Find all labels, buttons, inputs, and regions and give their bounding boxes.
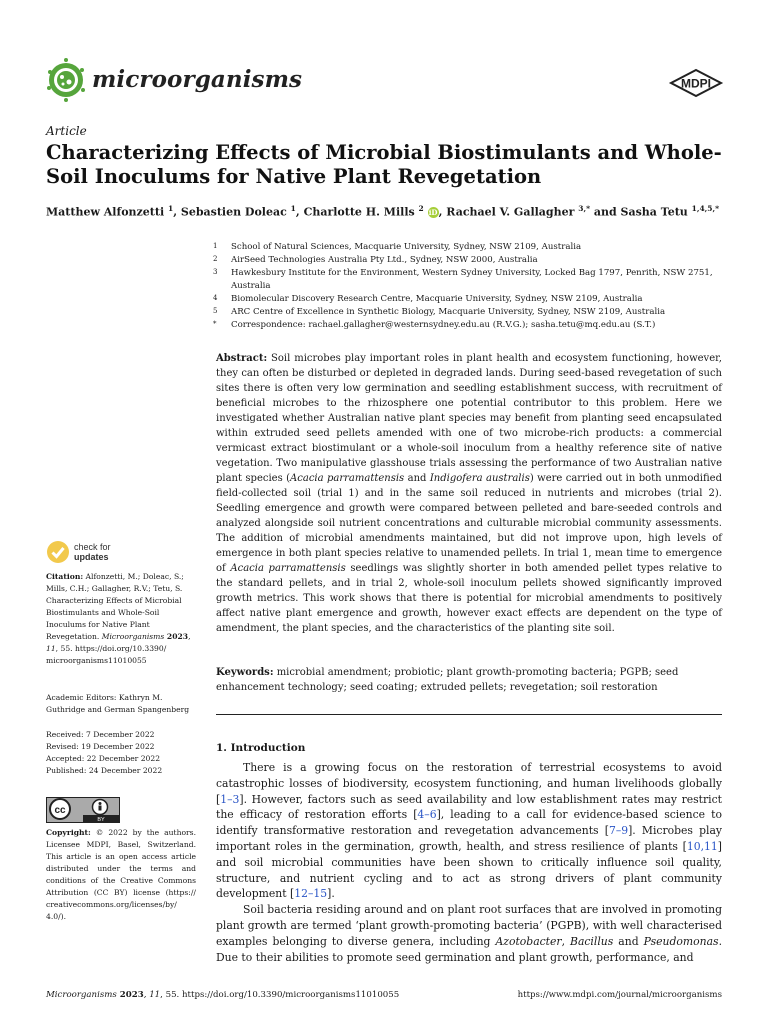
correspondence: * Correspondence: rachael.gallagher@westernsydney.edu.au (R.V.G.); sasha.tetu@mq.edu.au (S.T.)	[213, 320, 656, 330]
section-heading: 1. Introduction	[216, 742, 306, 754]
abstract: Abstract: Soil microbes play important roles in plant health and ecosystem functioning, however, they can often be disturbed or depleted in degraded lands. During seed-based revegetation of such sites there is often very low germination and seedling establishment success, with recruitment of beneficial microbes to the rhizosphere one potential contributor to this problem. Here we investigated whether Australian native plant species may benefit from planting seed encapsulated within extruded seed pellets amended with one of two microbe-rich products: a commercial vermicast extract biostimulant or a whole-soil inoculum from a healthy reference site of native vegetation. Two manipulative glasshouse trials assessing the performance of two Australian native plant species (Acacia parramattensis and Indigofera australis) were carried out in both unmodified field-collected soil (trial 1) and in the same soil reduced in nutrients and microbes (trial 2). Seedling emergence and growth were compared between pelleted and bare-seeded controls and analyzed alongside soil nutrient concentrations and culturable microbial community assessments. The addition of microbial amendments maintained, but did not improve upon, high levels of emergence in both plant species relative to unamended pellets. In trial 1, mean time to emergence of Acacia parramattensis seedlings was slightly shorter in both amended pellet types relative to the standard pellets, and in trial 2, whole-soil inoculum pellets showed significantly improved growth metrics. This work shows that there is potential for microbial amendments to positively affect native plant emergence and growth, however exact effects are dependent on the type of amendment, the plant species, and the characteristics of the planting site soil.	[216, 353, 722, 634]
citation-link[interactable]: 12–15	[294, 887, 328, 901]
check-for-updates-icon	[46, 540, 70, 564]
affiliation-item: 4 Biomolecular Discovery Research Centre, Macquarie University, Sydney, NSW 2109, Australia	[213, 294, 643, 304]
introduction-text: There is a growing focus on the restoration of terrestrial ecosystems to avoid catastrophic losses of biodiversity, ecosystem functioning, and human livelihoods globally [1–3]. However, factors such as seed availability and low establishment rates may restrict the efficacy of restoration efforts [4–6], leading to a call for evidence-based science to identify transformative restoration and revegetation advancements [7–9]. Microbes play important roles in the germination, growth, health, and stress resilience of plants [10,11] and soil microbial communities have been shown to critically influence soil quality, structure, and nutrient cycling and to act as strong drivers of plant community development [12–15]. Soil bacteria residing around and on plant root surfaces that are involved in promoting plant growth are termed ‘plant growth-promoting bacteria’ (PGPB), with well characterised examples belonging to diverse genera, including Azotobacter, Bacillus and Pseudomonas. Due to their abilities to promote seed germination and plant growth, performance, and	[216, 761, 723, 964]
svg-text:cc: cc	[54, 805, 66, 816]
copyright: Copyright: © 2022 by the authors. Licensee MDPI, Basel, Switzerland. This article is an open access article distributed under the terms and conditions of the Creative Commons Attribution (CC BY) license (https:// creativecommons.org/licenses/by/ 4.0/).	[46, 828, 196, 921]
check-for-updates-button[interactable]: check for updates	[46, 540, 111, 564]
svg-text:MDPI: MDPI	[681, 76, 711, 91]
citation-link[interactable]: 4–6	[417, 808, 437, 822]
dates: Received: 7 December 2022 Revised: 19 December 2022 Accepted: 22 December 2022 Published: 24 December 2022	[46, 730, 163, 775]
citation-link[interactable]: 7–9	[608, 824, 629, 838]
author-list: Matthew Alfonzetti $^1$, Sebastien Doleac $^1$, Charlotte H. Mills $^2$ iD, Rachael V. Gallagher $^{3,*}$ and Sasha Tetu $^{1,4,5,*}$	[46, 204, 720, 219]
affiliation-item: 5 ARC Centre of Excellence in Synthetic Biology, Macquarie University, Sydney, NSW 2109, Australia	[213, 307, 666, 317]
footer-citation: Microorganisms 2023, 11, 55. https://doi.org/10.3390/microorganisms11010055	[46, 990, 400, 1000]
citation: Citation: Alfonzetti, M.; Doleac, S.; Mills, C.H.; Gallagher, R.V.; Tetu, S. Characterizing Effects of Microbial Biostimulants and Whole-Soil Inoculums for Native Plant Revegetation. Microorganisms 2023, 11, 55. https://doi.org/10.3390/ microorganisms11010055	[46, 572, 191, 665]
affiliation-item: 1 School of Natural Sciences, Macquarie University, Sydney, NSW 2109, Australia	[213, 242, 582, 252]
journal-name: microorganisms	[92, 66, 303, 93]
article-type: Article	[46, 124, 87, 138]
keywords: Keywords: microbial amendment; probiotic; plant growth-promoting bacteria; PGPB; seed enhancement technology; seed coating; extruded pellets; revegetation; soil restoration	[216, 667, 679, 693]
author-name: Sebastien Doleac	[180, 205, 287, 219]
orcid-icon[interactable]: iD	[428, 208, 438, 218]
affiliations	[207, 241, 727, 332]
citation-link[interactable]: 1–3	[220, 792, 240, 806]
paper-title: Characterizing Effects of Microbial Biostimulants and Whole-Soil Inoculums for Native Plant Revegetation	[46, 141, 722, 188]
author-name: Rachael V. Gallagher	[446, 205, 575, 219]
author-name: Sasha Tetu	[620, 205, 688, 219]
affiliation-item: 2 AirSeed Technologies Australia Pty Ltd., Sydney, NSW 2000, Australia	[213, 255, 538, 265]
journal-logo-icon	[46, 58, 86, 106]
author-name: Charlotte H. Mills	[303, 205, 415, 219]
mdpi-logo	[668, 68, 724, 102]
cc-by-license-icon[interactable]	[46, 797, 120, 827]
divider	[216, 714, 722, 715]
author-name: Matthew Alfonzetti	[46, 205, 165, 219]
affiliation-item: 3 Hawkesbury Institute for the Environment, Western Sydney University, Locked Bag 1797, Penrith, NSW 2751, Australia	[213, 268, 713, 291]
svg-text:BY: BY	[97, 817, 105, 823]
footer-journal-url[interactable]: https://www.mdpi.com/journal/microorganisms	[517, 990, 722, 1000]
academic-editors: Academic Editors: Kathryn M. Guthridge and German Spangenberg	[46, 693, 190, 714]
citation-link[interactable]: 10,11	[686, 839, 718, 853]
